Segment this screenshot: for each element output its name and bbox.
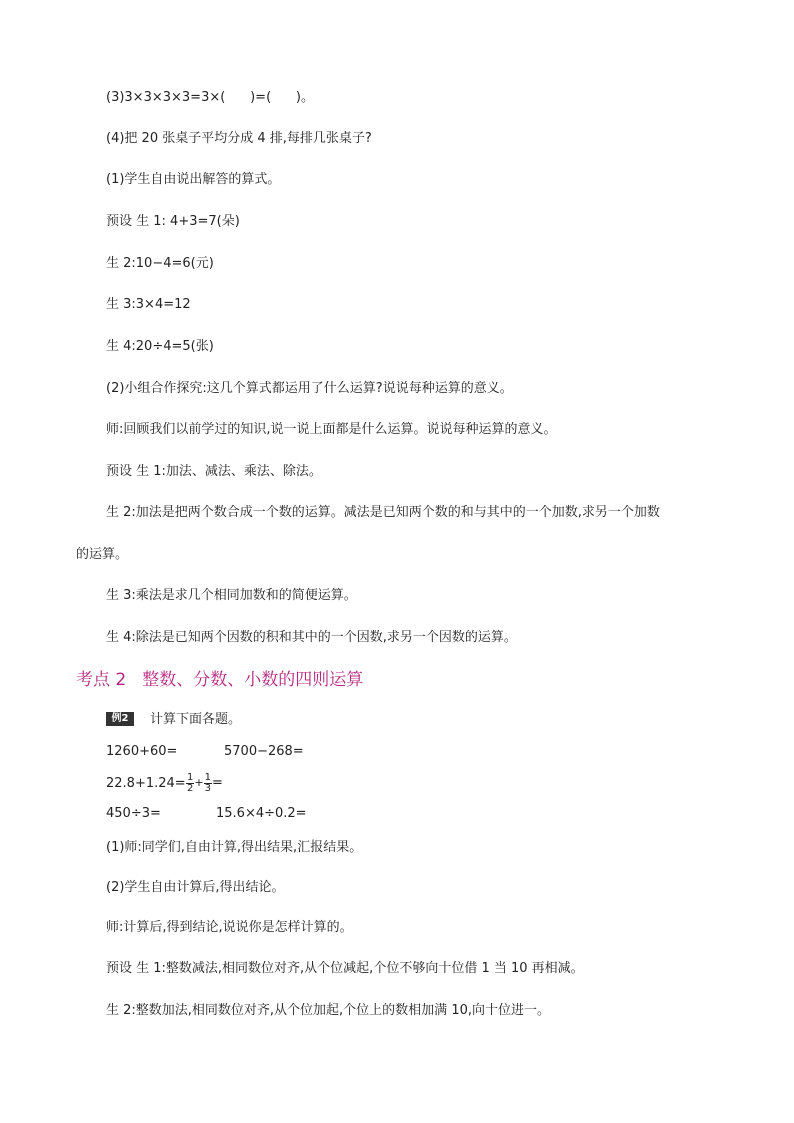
- fraction: $\frac{1}{3}$: [204, 771, 211, 794]
- text-line: (2)学生自由计算后,得出结论。: [106, 880, 285, 895]
- text-line: (3)3×3×3×3=3×( )=( )。: [106, 90, 315, 105]
- text-line: (2)小组合作探究:这几个算式都运用了什么运算?说说每种运算的意义。: [106, 381, 513, 396]
- text-line: (1)学生自由说出解答的算式。: [106, 172, 281, 187]
- section-title: 整数、分数、小数的四则运算: [142, 670, 364, 690]
- text-line: (1)师:同学们,自由计算,得出结果,汇报结果。: [106, 840, 363, 855]
- text-line: 的运算。: [76, 547, 129, 562]
- text-line: (4)把 20 张桌子平均分成 4 排,每排几张桌子?: [106, 131, 372, 146]
- example-badge: 例2: [106, 712, 134, 726]
- fraction-problem: $\frac{1}{2}$ + $\frac{1}{3}$ =: [187, 771, 223, 794]
- text-line: 师:回顾我们以前学过的知识,说一说上面都是什么运算。说说每种运算的意义。: [106, 422, 557, 437]
- problem: 22.8+1.24=: [106, 776, 186, 791]
- text-line: 生 4:20÷4=5(张): [106, 339, 214, 354]
- problem: 1260+60=: [106, 744, 178, 759]
- text-line: 预设 生 1:整数减法,相同数位对齐,从个位减起,个位不够向十位借 1 当 10 再相减。: [106, 961, 584, 976]
- example-prompt: 计算下面各题。: [150, 712, 242, 727]
- text-line: 生 2:加法是把两个数合成一个数的运算。减法是已知两个数的和与其中的一个加数,求另一个加数: [106, 505, 660, 520]
- text-line: 生 3:乘法是求几个相同加数和的简便运算。: [106, 588, 357, 603]
- section-code: 考点 2: [76, 670, 127, 690]
- problem: 5700−268=: [224, 744, 304, 759]
- text-line: 预设 生 1: 4+3=7(朵): [106, 214, 240, 229]
- text-line: 生 3:3×4=12: [106, 297, 191, 312]
- text-line: 生 4:除法是已知两个因数的积和其中的一个因数,求另一个因数的运算。: [106, 630, 517, 645]
- text-line: 预设 生 1:加法、减法、乘法、除法。: [106, 464, 322, 479]
- section-heading: [76, 669, 363, 691]
- text-line: 生 2:整数加法,相同数位对齐,从个位加起,个位上的数相加满 10,向十位进一。: [106, 1003, 550, 1018]
- problem: 15.6×4÷0.2=: [216, 806, 307, 821]
- fraction: $\frac{1}{2}$: [187, 771, 194, 794]
- text-line: 师:计算后,得到结论,说说你是怎样计算的。: [106, 920, 353, 935]
- problem: 450÷3=: [106, 806, 161, 821]
- text-line: 生 2:10−4=6(元): [106, 256, 214, 271]
